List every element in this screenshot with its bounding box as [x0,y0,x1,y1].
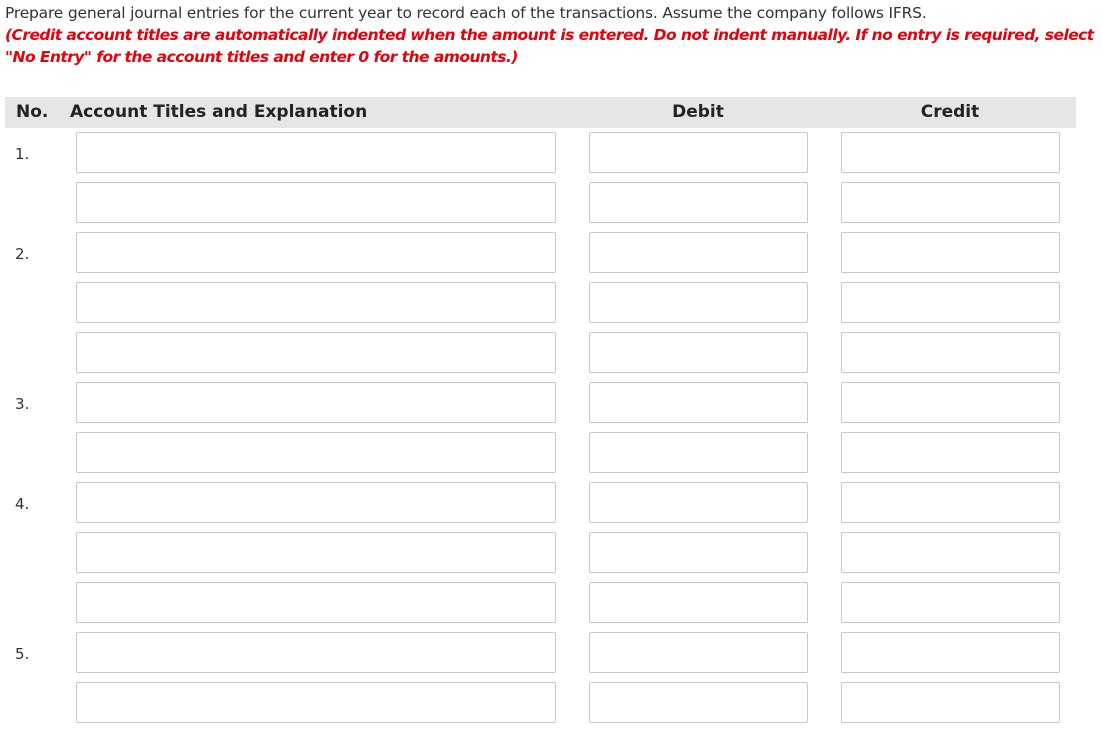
credit-amount-input[interactable] [841,232,1060,273]
credit-amount-input[interactable] [841,282,1060,323]
account-title-input[interactable] [76,232,556,273]
account-title-input[interactable] [76,682,556,723]
account-title-input[interactable] [76,432,556,473]
account-title-input[interactable] [76,132,556,173]
debit-amount-input[interactable] [589,582,808,623]
debit-amount-input[interactable] [589,282,808,323]
debit-amount-input[interactable] [589,182,808,223]
debit-amount-input[interactable] [589,532,808,573]
credit-amount-input[interactable] [841,682,1060,723]
entry-number: 1. [15,145,30,163]
debit-amount-input[interactable] [589,332,808,373]
debit-amount-input[interactable] [589,482,808,523]
entry-number: 5. [15,645,30,663]
credit-amount-input[interactable] [841,182,1060,223]
account-title-input[interactable] [76,582,556,623]
credit-amount-input[interactable] [841,132,1060,173]
debit-amount-input[interactable] [589,632,808,673]
debit-amount-input[interactable] [589,382,808,423]
debit-amount-input[interactable] [589,232,808,273]
account-title-input[interactable] [76,182,556,223]
debit-amount-input[interactable] [589,432,808,473]
header-credit: Credit [920,102,980,122]
account-title-input[interactable] [76,382,556,423]
instructions [5,2,1100,68]
instructions-text: Prepare general journal entries for the current year to record each of the transactions. Assume the company follows IFRS. [5,4,927,22]
credit-amount-input[interactable] [841,582,1060,623]
entry-number: 2. [15,245,30,263]
credit-amount-input[interactable] [841,532,1060,573]
header-debit: Debit [672,102,724,122]
account-title-input[interactable] [76,532,556,573]
debit-amount-input[interactable] [589,682,808,723]
credit-amount-input[interactable] [841,332,1060,373]
account-title-input[interactable] [76,632,556,673]
credit-amount-input[interactable] [841,432,1060,473]
account-title-input[interactable] [76,282,556,323]
table-header [5,97,1076,128]
instructions-note: (Credit account titles are automatically indented when the amount is entered. Do not indent manually. If no entry is required, select "No Entry" for the account titles and enter 0 for the amounts.) [5,26,1094,66]
account-title-input[interactable] [76,482,556,523]
entry-number: 4. [15,495,30,513]
debit-amount-input[interactable] [589,132,808,173]
header-no: No. [16,102,49,122]
entry-number: 3. [15,395,30,413]
credit-amount-input[interactable] [841,382,1060,423]
header-account-titles: Account Titles and Explanation [70,102,368,122]
credit-amount-input[interactable] [841,482,1060,523]
credit-amount-input[interactable] [841,632,1060,673]
account-title-input[interactable] [76,332,556,373]
